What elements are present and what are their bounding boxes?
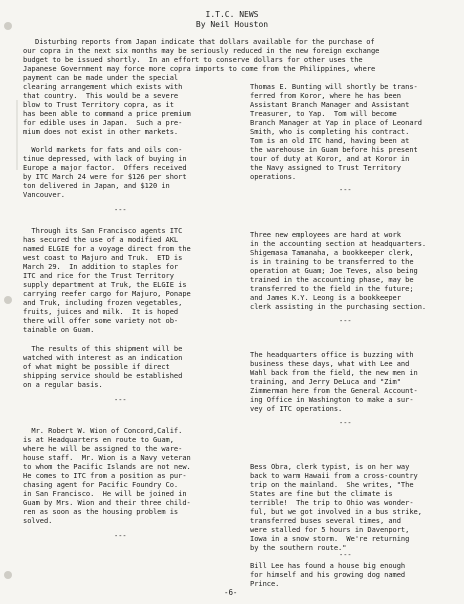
article-line: watched with interest as an indication bbox=[23, 353, 183, 362]
article-line: the Navy assigned to Trust Territory bbox=[250, 163, 401, 172]
article-line: Europe a major factor. Offers received bbox=[23, 163, 187, 172]
article-line: The headquarters office is buzzing with bbox=[250, 350, 414, 359]
separator: --- bbox=[339, 551, 352, 559]
article-line: carrying reefer cargo for Majuro, Ponape bbox=[23, 289, 191, 298]
article-line: is at Headquarters en route to Guam, bbox=[23, 435, 174, 444]
article-line: ITC and rice for the Trust Territory bbox=[23, 271, 174, 280]
article-line: and Truk, including frozen vegetables, bbox=[23, 298, 183, 307]
article-line: March 29. In addition to staples for bbox=[23, 262, 179, 271]
article-line: tinue depressed, with lack of buying in bbox=[23, 154, 187, 163]
article-line: named ELGIE for a voyage direct from the bbox=[23, 244, 191, 253]
article-line: for edible uses in Japan. Such a pre- bbox=[23, 118, 183, 127]
article-line: chasing agent for Pacific Foundry Co. bbox=[23, 480, 179, 489]
article-line: trip on the mainland. She writes, "The bbox=[250, 480, 414, 489]
article-line: The results of this shipment will be bbox=[23, 344, 183, 353]
article-line: Guam by Mrs. Wion and their three child- bbox=[23, 498, 191, 507]
article-line: solved. bbox=[23, 516, 53, 525]
article-line: ton delivered in Japan, and $120 in bbox=[23, 181, 170, 190]
article-line: Branch Manager at Yap in place of Leonard bbox=[250, 118, 422, 127]
article-line: supply department at Truk, the ELGIE is bbox=[23, 280, 187, 289]
article-line: Mr. Robert W. Wion of Concord,Calif. bbox=[23, 426, 183, 435]
article-line: were stalled for 5 hours in Davenport, bbox=[250, 525, 410, 534]
article-line: operations. bbox=[250, 172, 297, 181]
article-line: is in training to be transferred to the bbox=[250, 257, 414, 266]
article-line: Zimmerman here from the General Account- bbox=[250, 386, 418, 395]
article-line: tainable on Guam. bbox=[23, 325, 95, 334]
article-line: operation at Guam; Joe Teves, also being bbox=[250, 266, 418, 275]
article-line: and James K.Y. Leong is a bookkeeper bbox=[250, 293, 401, 302]
article-line: States are fine but the climate is bbox=[250, 489, 393, 498]
article-line: shipping service should be established bbox=[23, 371, 183, 380]
article-line: by the southern route." bbox=[250, 543, 347, 552]
article-line: blow to Trust Territory copra, as it bbox=[23, 100, 174, 109]
article-line: to whom the Pacific Islands are not new. bbox=[23, 462, 191, 471]
article-line: trained in the accounting phase, may be bbox=[250, 275, 414, 284]
article-line: Tom is an old ITC hand, having been at bbox=[250, 136, 410, 145]
article-line: there will offer some variety not ob- bbox=[23, 316, 179, 325]
separator: --- bbox=[114, 396, 127, 404]
article-line: fruits, juices and milk. It is hoped bbox=[23, 307, 179, 316]
article-line: ferred from Koror, where he has been bbox=[250, 91, 401, 100]
article-line: Vancouver. bbox=[23, 190, 65, 199]
separator: --- bbox=[339, 419, 352, 427]
article-line: Iowa in a snow storm. We're returning bbox=[250, 534, 410, 543]
article-line: the warehouse in Guam before his present bbox=[250, 145, 418, 154]
page-number: -6- bbox=[224, 588, 238, 597]
separator: --- bbox=[114, 532, 127, 540]
article-line: Shigemasa Tamanaha, a bookkeeper clerk, bbox=[250, 248, 414, 257]
article-line: World markets for fats and oils con- bbox=[23, 145, 183, 154]
article-line: of what might be possible if direct bbox=[23, 362, 170, 371]
separator: --- bbox=[339, 186, 352, 194]
intro-line: budget to be issued shortly. In an effort to conserve dollars for other uses the bbox=[23, 55, 363, 64]
intro-line: Japanese Government may force more copra imports to come from the Philippines, where bbox=[23, 64, 376, 73]
article-line: in the accounting section at headquarters. bbox=[250, 239, 427, 248]
article-line: Smith, who is completing his contract. bbox=[250, 127, 410, 136]
intro-line: Disturbing reports from Japan indicate that dollars available for the purchase of bbox=[35, 37, 375, 46]
article-line: has secured the use of a modified AKL bbox=[23, 235, 179, 244]
article-line: Thomas E. Bunting will shortly be trans- bbox=[250, 82, 418, 91]
article-line: that country. This would be a severe bbox=[23, 91, 179, 100]
article-line: by ITC March 24 were for $126 per short bbox=[23, 172, 187, 181]
intro-line: payment can be made under the special bbox=[23, 73, 179, 82]
article-line: transferred buses several times, and bbox=[250, 516, 401, 525]
article-line: business these days, what with Lee and bbox=[250, 359, 410, 368]
article-line: clerk assisting in the purchasing section. bbox=[250, 302, 427, 311]
article-line: terrible! The trip to Ohio was wonder- bbox=[250, 498, 414, 507]
article-line: ful, but we got involved in a bus strike, bbox=[250, 507, 422, 516]
article-line: clearing arrangement which exists with bbox=[23, 82, 183, 91]
article-line: on a regular basis. bbox=[23, 380, 103, 389]
article-line: Assistant Branch Manager and Assistant bbox=[250, 100, 410, 109]
article-line: ing Office in Washington to make a sur- bbox=[250, 395, 414, 404]
newsletter-title: I.T.C. NEWS bbox=[205, 10, 259, 19]
article-line: Three new employees are hard at work bbox=[250, 230, 401, 239]
article-line: tour of duty at Koror, and at Koror in bbox=[250, 154, 410, 163]
intro-line: our copra in the next six months may be seriously reduced in the new foreign exchange bbox=[23, 46, 380, 55]
article-line: west coast to Majuro and Truk. ETD is bbox=[23, 253, 183, 262]
separator: --- bbox=[114, 206, 127, 214]
byline: By Neil Houston bbox=[195, 20, 269, 29]
article-line: vey of ITC operations. bbox=[250, 404, 343, 413]
article-line: He comes to ITC from a position as pur- bbox=[23, 471, 187, 480]
article-line: Prince. bbox=[250, 579, 280, 588]
article-line: Wahl back from the field, the new men in bbox=[250, 368, 418, 377]
article-line: back to warm Hawaii from a cross-country bbox=[250, 471, 418, 480]
article-line: in San Francisco. He will be joined in bbox=[23, 489, 187, 498]
article-line: Bill Lee has found a house big enough bbox=[250, 561, 406, 570]
article-line: for himself and his growing dog named bbox=[250, 570, 406, 579]
article-line: where he will be assigned to the ware- bbox=[23, 444, 183, 453]
article-line: house staff. Mr. Wion is a Navy veteran bbox=[23, 453, 191, 462]
article-line: training, and Jerry DeLuca and "Zim" bbox=[250, 377, 401, 386]
article-line: mium does not exist in other markets. bbox=[23, 127, 179, 136]
separator: --- bbox=[339, 317, 352, 325]
article-line: transferred to the field in the future; bbox=[250, 284, 414, 293]
article-line: has been able to command a price premium bbox=[23, 109, 191, 118]
article-line: Bess Obra, clerk typist, is on her way bbox=[250, 462, 410, 471]
article-line: Through its San Francisco agents ITC bbox=[23, 226, 183, 235]
article-line: ren as soon as the housing problem is bbox=[23, 507, 179, 516]
article-line: Treasurer, to Yap. Tom will become bbox=[250, 109, 397, 118]
